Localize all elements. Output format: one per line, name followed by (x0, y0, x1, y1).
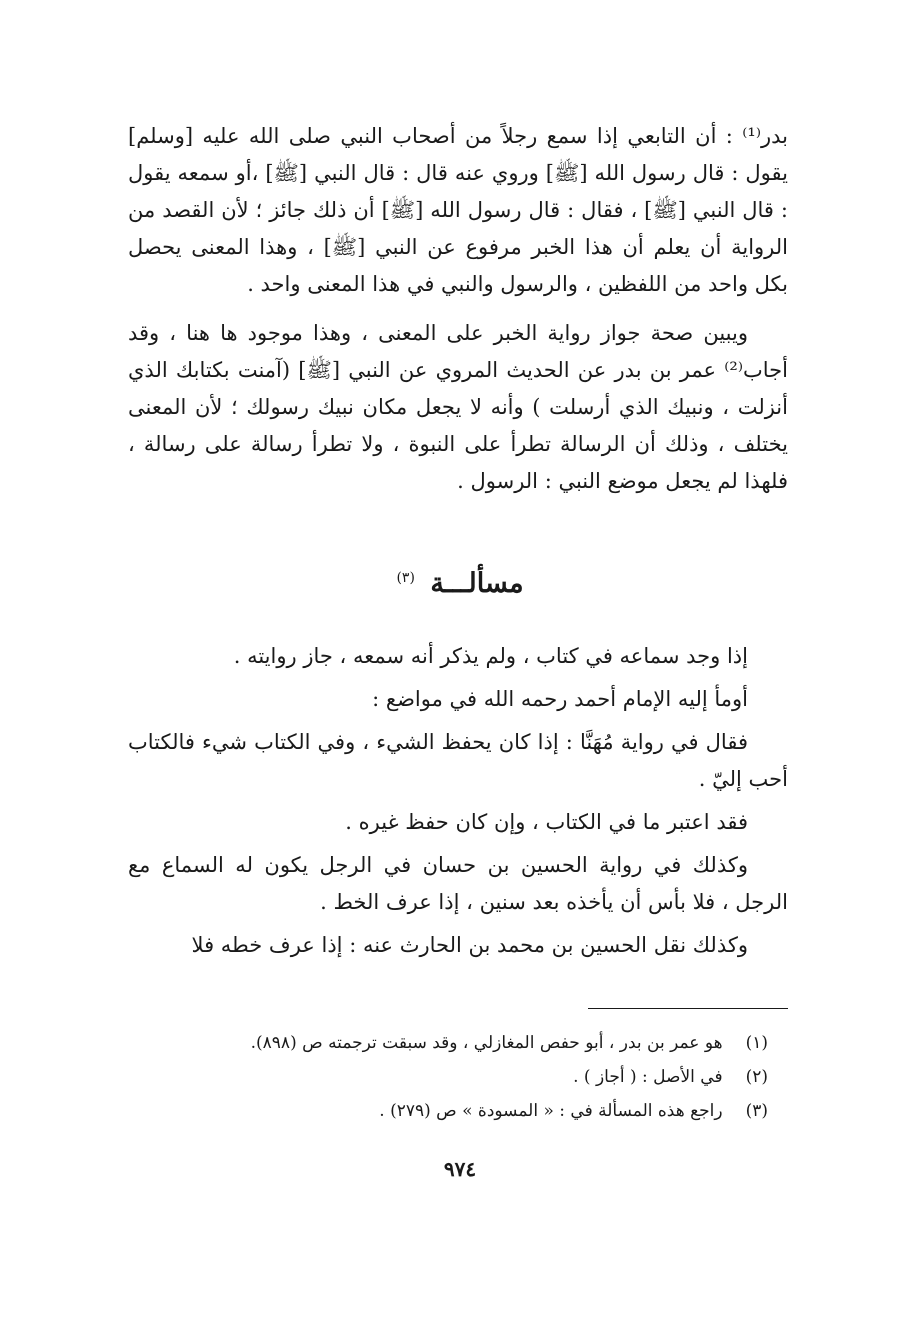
footnote-text: في الأصل : ( أجاز ) . (573, 1067, 723, 1087)
footnote-number: (٣) (745, 1101, 768, 1121)
footnote-text: هو عمر بن بدر ، أبو حفص المغازلي ، وقد سبقت ترجمته ص (٨٩٨). (250, 1033, 723, 1053)
footnote-number: (٢) (745, 1067, 768, 1087)
paragraph-4: أومأ إليه الإمام أحمد رحمه الله في مواضع : (372, 687, 748, 711)
section-heading (0, 558, 920, 604)
footnote-text: راجع هذه المسألة في : « المسودة » ص (٢٧٩) . (379, 1101, 723, 1121)
paragraph-gap (128, 303, 788, 315)
paragraph-2: ويبين صحة جواز رواية الخبر على المعنى ، وهذا موجود ها هنا ، وقد أجاب⁽²⁾ عمر بن بدر عن الحديث المروي عن النبي [ﷺ] (آمنت بكتابك الذي أنزلت ، ونبيك الذي أرسلت ) وأنه لا يجعل مكان نبيك رسولك ؛ لأن المعنى يختلف ، وذلك أن الرسالة تطرأ على النبوة ، ولا تطرأ رسالة على رسالة ، فلهذا لم يجعل موضع النبي : الرسول . (128, 321, 788, 493)
footnote-1 (160, 1026, 768, 1060)
heading-footnote-ref: (٣) (396, 570, 415, 586)
paragraph-5: فقال في رواية مُهَنَّا : إذا كان يحفظ الشيء ، وفي الكتاب شيء فالكتاب أحب إليّ . (128, 730, 788, 791)
paragraph-7: وكذلك في رواية الحسين بن حسان في الرجل يكون له السماع مع الرجل ، فلا بأس أن يأخذه بعد سنين ، إذا عرف الخط . (128, 853, 788, 914)
footnote-number: (١) (745, 1033, 768, 1053)
paragraph-6: فقد اعتبر ما في الكتاب ، وإن كان حفظ غيره . (345, 810, 748, 834)
paragraph-8: وكذلك نقل الحسين بن محمد بن الحارث عنه : إذا عرف خطه فلا (191, 933, 748, 957)
paragraph-1: بدر⁽¹⁾ : أن التابعي إذا سمع رجلاً من أصحاب النبي صلى الله عليه [وسلم] يقول : قال رسول الله [ﷺ] وروي عنه قال : قال النبي [ﷺ] ،أو سمعه يقول : قال النبي [ﷺ] ، فقال : قال رسول الله [ﷺ] أن ذلك جائز ؛ لأن القصد من الرواية أن يعلم أن هذا الخبر مرفوع عن النبي [ﷺ] ، وهذا المعنى يحصل بكل واحد من اللفظين ، والرسول والنبي في هذا المعنى واحد . (128, 124, 788, 296)
heading-title: مسألـــة (430, 568, 524, 599)
footnote-2 (160, 1060, 768, 1094)
bottom-text-block (128, 638, 788, 964)
page-number: ٩٧٤ (443, 1157, 477, 1181)
footnote-3 (160, 1094, 768, 1128)
footnote-divider (588, 1008, 788, 1009)
top-text-block (128, 118, 788, 500)
footnotes (160, 1026, 768, 1128)
paragraph-3: إذا وجد سماعه في كتاب ، ولم يذكر أنه سمعه ، جاز روايته . (233, 644, 748, 668)
